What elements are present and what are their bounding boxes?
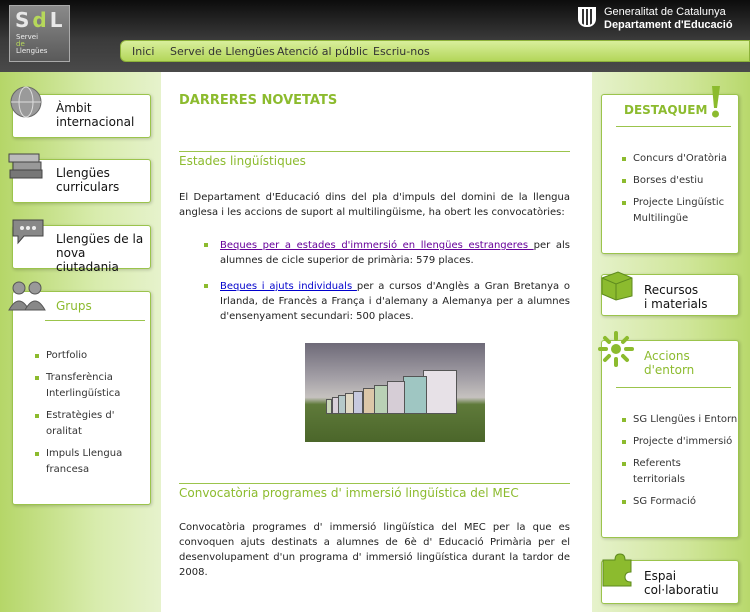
destaquem-item[interactable]: Borses d'estiu — [622, 173, 703, 189]
sunburst-icon — [596, 330, 636, 368]
accions-item[interactable]: Referents territorials — [622, 456, 685, 488]
nav-escriu[interactable]: Escriu-nos — [373, 45, 430, 58]
left-sidebar — [0, 72, 161, 612]
divider — [616, 126, 731, 127]
bullet-beques-estades: Beques per a estades d'immersió en llengües estrangeres per als alumnes de cicle superior de primària: 579 places. — [220, 240, 571, 266]
section-title-estades: Estades lingüístiques — [179, 154, 306, 168]
accions-box — [601, 340, 739, 538]
destaquem-item[interactable]: Projecte Lingüístic Multilingüe — [622, 195, 724, 227]
grups-item[interactable]: Transferència Interlingüística — [35, 370, 120, 402]
section-intro: El Departament d'Educació dins del pla d'impuls del domini de la llengua anglesa i les accions de suport al multilingüisme, ha obert les convocatòries: — [179, 192, 570, 218]
sdl-logo[interactable] — [9, 5, 70, 62]
department-name: Departament d'Educació — [604, 19, 733, 31]
page-title: DARRERES NOVETATS — [179, 93, 338, 108]
nav-inici[interactable]: Inici — [132, 45, 155, 58]
link-beques-ajuts[interactable]: Beques i ajuts individuals — [220, 281, 357, 292]
puzzle-icon — [597, 550, 637, 590]
bullet-beques-ajuts: Beques i ajuts individuals per a cursos d'Anglès a Gran Bretanya o Irlanda, de Francès a França i d'alemany a Alemanya per a alumnes d'ensenyament secundari: 500 places. — [220, 281, 570, 322]
shield-icon — [578, 7, 596, 27]
logo-letters: SdL — [15, 8, 66, 32]
right-sidebar — [592, 72, 750, 612]
nav-servei[interactable]: Servei de Llengües — [170, 45, 275, 58]
accions-item[interactable]: SG Llengües i Entorn — [622, 412, 737, 428]
generalitat-logo[interactable] — [576, 5, 746, 33]
ciutadania-title: Llengües de la nova ciutadania — [56, 232, 144, 274]
destaquem-item[interactable]: Concurs d'Oratòria — [622, 151, 727, 167]
destaquem-title: DESTAQUEM — [624, 103, 708, 117]
people-icon — [7, 278, 49, 312]
main-content — [161, 72, 592, 612]
gov-name: Generalitat de Catalunya — [604, 6, 726, 18]
globe-icon — [8, 84, 44, 120]
section-mec-text: Convocatòria programes d' immersió lingüística del MEC per la que es convoquen ajuts destinats a alumnes de 6è d' Educació Primària per el desenvolupament d'un programa d' immersió lingüística durant la tardor de 2008. — [179, 522, 570, 578]
link-beques-estades[interactable]: Beques per a estades d'immersió en llengües estrangeres — [220, 240, 534, 251]
ambit-title: Àmbit internacional — [56, 101, 135, 129]
curriculars-title: Llengües curriculars — [56, 166, 120, 194]
accions-title[interactable]: Accions d'entorn — [644, 349, 695, 377]
books-icon — [6, 150, 46, 184]
logo-subtitle: Servei de Llengües — [16, 33, 48, 55]
box-icon — [598, 266, 636, 302]
header — [0, 0, 750, 72]
accions-item[interactable]: SG Formació — [622, 494, 696, 510]
divider — [179, 151, 570, 152]
divider — [179, 483, 570, 484]
speech-bubble-icon — [10, 216, 46, 246]
grups-item[interactable]: Portfolio — [35, 348, 87, 364]
espai-title: Espai col·laboratiu — [644, 569, 719, 597]
exclamation-icon — [706, 84, 724, 120]
grups-box — [12, 291, 151, 505]
top-nav — [120, 40, 750, 62]
grups-item[interactable]: Estratègies d' oralitat — [35, 408, 115, 440]
grups-item[interactable]: Impuls Llengua francesa — [35, 446, 122, 478]
divider — [616, 387, 731, 388]
nav-atencio[interactable]: Atenció al públic — [277, 45, 369, 58]
grups-divider — [45, 320, 145, 321]
accions-item[interactable]: Projecte d'immersió — [622, 434, 732, 450]
beach-huts-photo — [305, 343, 485, 442]
recursos-title: Recursos i materials — [644, 283, 708, 311]
section-title-mec: Convocatòria programes d' immersió lingüística del MEC — [179, 486, 519, 500]
grups-title[interactable]: Grups — [56, 299, 92, 313]
